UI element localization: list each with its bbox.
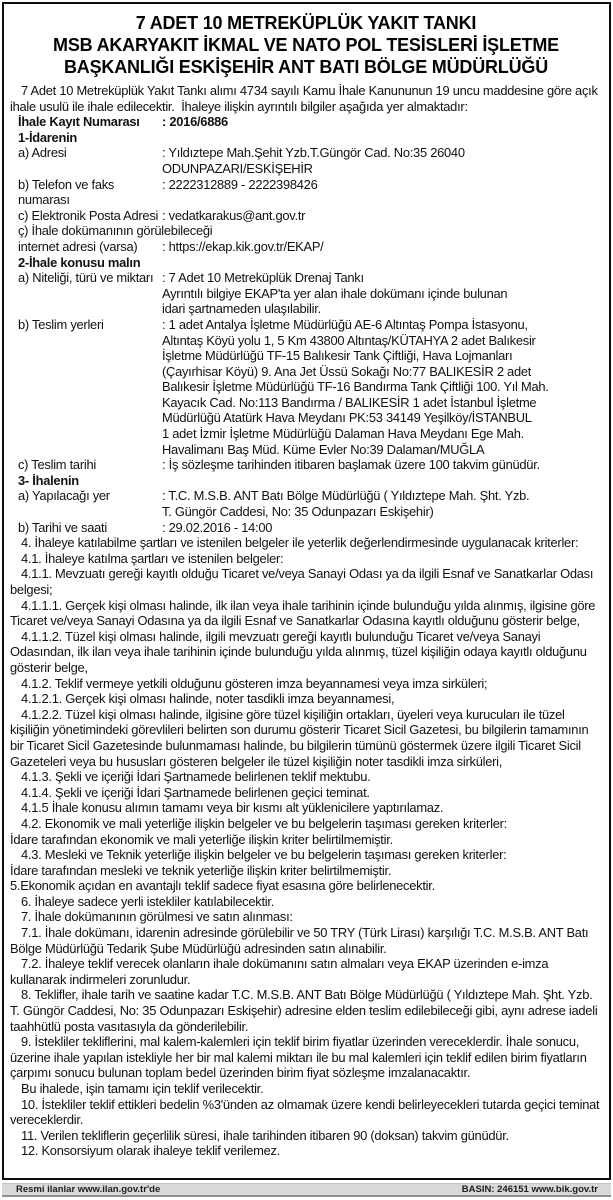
field-value-line: : T.C. M.S.B. ANT Batı Bölge Müdürlüğü ( Yıldıztepe Mah. Şht. Yzb. (162, 488, 530, 504)
field-value (162, 239, 602, 255)
paragraph: 9. İstekliler tekliflerini, mal kalem-kalemleri için teklif birim fiyatlar üzerinden vereceklerdir. İhale sonucu, üzerine ihale yapılan istekliyle her bir mal kalemi miktarı ile bu mal kalemleri için teklif edilen birim fiyatların çarpımı sonucu bulunan toplam bedel üzerinden birim fiyat sözleşme imzalanacaktır. (10, 1034, 590, 1081)
paragraph: 4.2. Ekonomik ve mali yeterliğe ilişkin belgeler ve bu belgelerin taşıması gereken kriterler: (21, 815, 507, 831)
paragraph: 4.3. Mesleki ve Teknik yeterliğe ilişkin belgeler ve bu belgelerin taşıması gereken kriterler: (21, 847, 507, 863)
paragraph: 4.1.1.2. Tüzel kişi olması halinde, ilgili mevzuatı gereği kayıtlı bulunduğu Ticaret ve/veya Sanayi Odasından, ilk ilan veya ihale tarihinin içinde bulunduğu yılda alınmış, tüzel kişiliğin odaya kayıtlı olduğunu gösterir belge, (10, 628, 590, 675)
title-line-3: BAŞKANLIĞI ESKİŞEHİR ANT BATI BÖLGE MÜDÜRLÜĞÜ (64, 57, 548, 77)
field-row (18, 239, 602, 255)
footer-press-ref-label: BASIN: 246151 www.bik.gov.tr (461, 1184, 598, 1195)
tender-notice-document (2, 2, 611, 1180)
document-body (10, 83, 602, 1159)
paragraph: 4.1.1. Mevzuatı gereği kayıtlı olduğu Ticaret ve/veya Sanayi Odası ya da ilgili Esnaf ve Sanatkarlar Odası belgesi; (10, 566, 597, 597)
field-value-line: 1 adet İzmir İşletme Müdürlüğü Dalaman Hava Meydanı Ege Mah. (162, 426, 524, 442)
field-label: a) Yapılacağı yer (18, 488, 110, 504)
field-value-line: İşletme Müdürlüğü TF-15 Balıkesir Tank Çiftliği, Hava Lojmanları (162, 348, 513, 364)
paragraph: 4.1.2.1. Gerçek kişi olması halinde, noter tasdikli imza beyannamesi, (21, 691, 395, 707)
paragraph: 4.1.2.2. Tüzel kişi olması halinde, ilgisine göre tüzel kişiliğin ortakları, üyeleri veya kurucuları ile tüzel kişiliğin yönetimindeki görevlileri belirten son durumu gösterir Ticaret Sicil Gazetesi, bu bilgilerin tamamının bir Ticaret Sicil Gazetesinde bulunmaması halinde, bu bilgilerin tümünü göstermek üzere ilgili Ticaret Sicil Gazeteleri veya bu hususları gösteren belgeler ile tüzel kişiliğin noter tasdikli imza sirküleri, (10, 706, 592, 769)
paragraph: 12. Konsorsiyum olarak ihaleye teklif verilemez. (21, 1143, 281, 1159)
paragraph: İdare tarafından ekonomik ve mali yeterliğe ilişkin kriter belirtilmemiştir. (10, 831, 393, 847)
title-line-2: MSB AKARYAKIT İKMAL VE NATO POL TESİSLERİ İŞLETME (53, 35, 559, 55)
field-value (162, 270, 602, 317)
field-value (162, 457, 602, 473)
field-label: c) Elektronik Posta Adresi (18, 207, 159, 223)
paragraph: 7.1. İhale dokümanı, idarenin adresinde görülebilir ve 50 TRY (Türk Lirası) karşılığı T.C. M.S.B. ANT Batı Bölge Müdürlüğü Tedarik Şube Müdürlüğü adresinden satın alınabilir. (10, 925, 592, 956)
field-value-line: : 2016/6886 (162, 114, 228, 130)
paragraph: 5.Ekonomik açıdan en avantajlı teklif sadece fiyat esasına göre belirlenecektir. (10, 878, 435, 894)
field-value-line: Müdürlüğü Atatürk Hava Meydanı PK:53 34149 Yeşilköy/İSTANBUL (162, 410, 532, 426)
paragraph: 4.1.2. Teklif vermeye yetkili olduğunu gösteren imza beyannamesi veya imza sirküleri; (21, 675, 488, 691)
field-row (18, 114, 602, 130)
field-value-line: Havalimanı Baş Müd. Küme Evler No:39 Dalaman/MUĞLA (162, 441, 485, 457)
paragraph: 7 Adet 10 Metreküplük Yakıt Tankı alımı 4734 sayılı Kamu İhale Kanununun 19 uncu maddesine göre açık ihale usulü ile ihale edilecektir. İhaleye ilişkin ayrıntılı bilgiler aşağıda yer almaktadır: (10, 83, 601, 114)
section-heading: 2-İhale konusu malın (18, 254, 141, 270)
field-value (162, 488, 602, 519)
field-value (162, 317, 602, 457)
paragraph: Bu ihalede, işin tamamı için teklif verilecektir. (21, 1081, 264, 1096)
field-row (18, 317, 602, 457)
field-value (162, 208, 602, 224)
paragraph: 4. İhaleye katılabilme şartları ve istenilen belgeler ile yeterlik değerlendirmesinde uygulanacak kriterler: (21, 535, 579, 551)
field-value (162, 114, 602, 130)
paragraph: 8. Teklifler, ihale tarih ve saatine kadar T.C. M.S.B. ANT Batı Bölge Müdürlüğü ( Yıldıztepe Mah. Şht. Yzb. T. Güngör Caddesi, No: 35 Odunpazarı Eskişehir) adresine elden teslim edilebileceği gibi, aynı adrese iadeli taahhütlü posta vasıtasıyla da gönderilebilir. (10, 987, 601, 1034)
field-label: İhale Kayıt Numarası (18, 114, 140, 130)
paragraph: 4.1.3. Şekli ve içeriği İdari Şartnamede belirlenen teklif mektubu. (21, 769, 371, 785)
field-row (18, 177, 602, 208)
field-value-line: : 2222312889 - 2222398426 (162, 176, 318, 192)
field-value-line: idari şartnameden ulaşılabilir. (162, 301, 321, 317)
paragraph: 7.2. İhaleye teklif verecek olanların ihale dokümanını satın almaları veya EKAP üzerinden e-imza kullanarak indirmeleri zorunludur. (10, 956, 552, 987)
field-value-line: (Çayırhisar Köyü) 9. Ana Jet Üssü Sokağı No:77 BALIKESİR 2 adet (162, 363, 532, 379)
paragraph: 4.1.1.1. Gerçek kişi olması halinde, ilk ilan veya ihale tarihinin içinde bulunduğu yılda alınmış, ilgisine göre Ticaret ve/veya Sanayi Odasına ya da ilgili Esnaf ve Sanatkarlar Odasına kayıtlı olduğunu gösterir belge, (10, 597, 599, 629)
field-value (162, 177, 602, 208)
footer-official-ads-label: Resmi ilanlar www.ilan.gov.tr'de (16, 1184, 161, 1195)
field-label: b) Teslim yerleri (18, 316, 104, 332)
field-value-line: : Yıldıztepe Mah.Şehit Yzb.T.Güngör Cad. No:35 26040 (162, 145, 465, 161)
field-value-line: : vedatkarakus@ant.gov.tr (162, 207, 306, 223)
field-value-line: : İş sözleşme tarihinden itibaren başlamak üzere 100 takvim günüdür. (162, 457, 540, 473)
field-label: b) Tarihi ve saati (18, 519, 107, 535)
field-label: b) Telefon ve faks numarası (18, 176, 115, 208)
field-row (18, 208, 602, 224)
section-heading: 1-İdarenin (18, 129, 78, 145)
document-title (10, 12, 602, 78)
field-row (18, 520, 602, 536)
field-row (18, 457, 602, 473)
field-value-line: : 29.02.2016 - 14:00 (162, 519, 273, 535)
field-label: c) Teslim tarihi (18, 457, 96, 473)
field-value-line: Kayacık Cad. No:113 Bandırma / BALIKESİR 1 adet İstanbul İşletme (162, 394, 537, 410)
field-value-line: : 1 adet Antalya İşletme Müdürlüğü AE-6 Altıntaş Pompa İstasyonu, (162, 316, 528, 332)
field-value-line: T. Güngör Caddesi, No: 35 Odunpazarı Eskişehir) (162, 504, 434, 520)
field-value-line: Ayrıntılı bilgiye EKAP'ta yer alan ihale dokümanı içinde bulunan (162, 285, 508, 301)
field-label: a) Adresi (18, 145, 67, 161)
paragraph: 7. İhale dokümanının görülmesi ve satın alınması: (21, 909, 293, 925)
footer-strip (2, 1183, 611, 1197)
field-value-line: Altıntaş Köyü yolu 1, 5 Km 43800 Altıntaş/KÜTAHYA 2 adet Balıkesir (162, 332, 536, 348)
field-row (18, 488, 602, 519)
paragraph: 4.1.4. Şekli ve içeriği İdari Şartnamede belirlenen geçici teminat. (21, 784, 370, 800)
field-value (162, 520, 602, 536)
paragraph: İdare tarafından mesleki ve teknik yeterliğe ilişkin kriter belirtilmemiştir. (10, 862, 392, 878)
field-value-line: : 7 Adet 10 Metreküplük Drenaj Tankı (162, 270, 364, 286)
paragraph: 11. Verilen tekliflerin geçerlilik süresi, ihale tarihinden itibaren 90 (doksan) takvim günüdür. (21, 1127, 509, 1143)
paragraph: 6. İhaleye sadece yerli istekliler katılabilecektir. (21, 893, 275, 909)
field-row (18, 270, 602, 317)
field-label: internet adresi (varsa) (18, 238, 138, 254)
field-value-line: ODUNPAZARI/ESKİŞEHİR (162, 160, 313, 176)
paragraph: 10. İstekliler teklif ettikleri bedelin %3'ünden az olmamak üzere kendi belirleyecekleri tutarda geçici teminat vereceklerdir. (10, 1096, 603, 1128)
field-value-line: Balıkesir İşletme Müdürlüğü TF-16 Bandırma Tank Çiftliği 100. Yıl Mah. (162, 379, 549, 395)
field-row (18, 145, 602, 176)
field-label-line: ç) İhale dokümanının görülebileceği (18, 223, 213, 239)
field-value-line: : https://ekap.kik.gov.tr/EKAP/ (162, 238, 324, 254)
field-label: a) Niteliği, türü ve miktarı (18, 270, 154, 286)
paragraph: 4.1. İhaleye katılma şartları ve istenilen belgeler: (21, 550, 284, 566)
paragraph: 4.1.5 İhale konusu alımın tamamı veya bir kısmı alt yüklenicilere yaptırılamaz. (21, 800, 444, 816)
title-line-1: 7 ADET 10 METREKÜPLÜK YAKIT TANKI (135, 13, 477, 33)
field-value (162, 145, 602, 176)
section-heading: 3- İhalenin (18, 472, 79, 488)
